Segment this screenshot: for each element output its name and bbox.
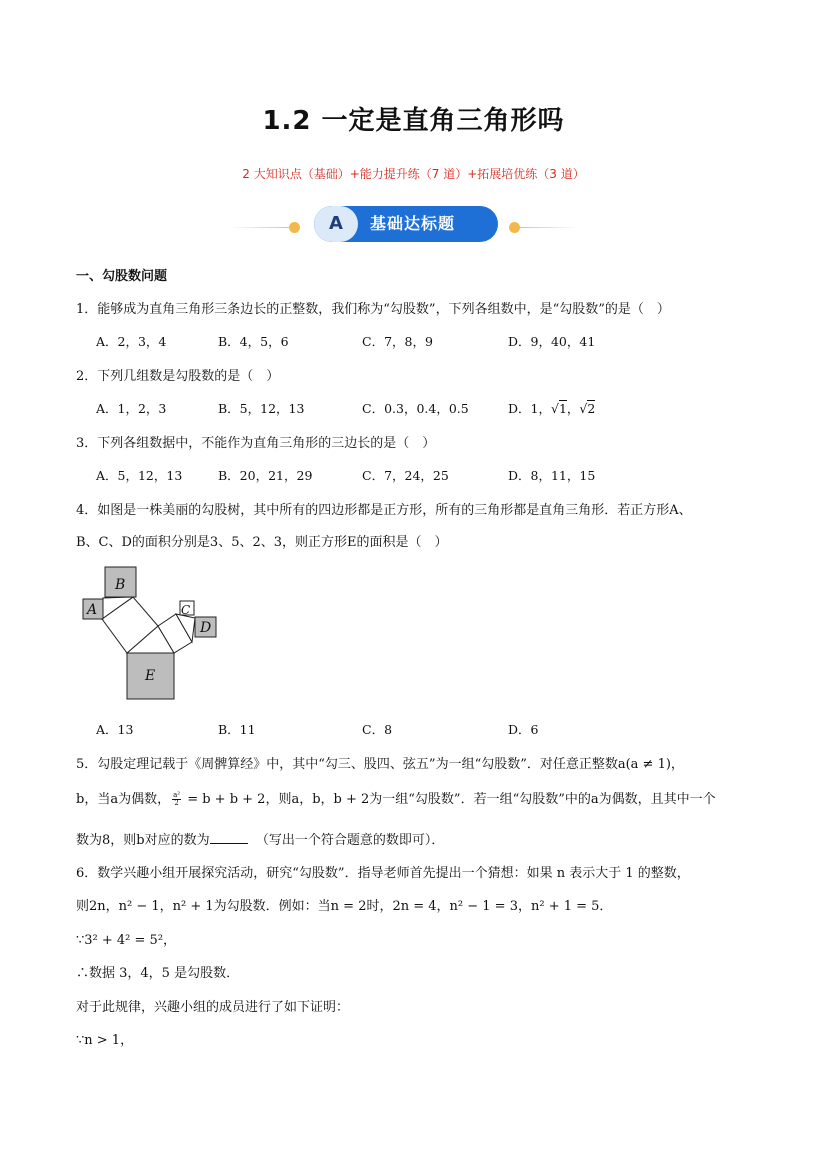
sqrt-radicand-1: 1 — [558, 401, 567, 416]
question-4-line-2: B、C、D的面积分别是3、5、2、3，则正方形E的面积是（ ） — [76, 535, 448, 550]
option-d: D．8，11，15 — [508, 468, 596, 483]
option-d-prefix: D．1， — [508, 401, 551, 416]
fraction — [172, 792, 181, 807]
q5-text-a: b，当a为偶数， — [76, 792, 171, 807]
question-6-line-3: ∵3² + 4² = 5²， — [76, 933, 177, 948]
label-c: C — [181, 603, 191, 617]
q5-text-d: （写出一个符合题意的数即可）． — [255, 833, 445, 848]
option-c: C．7，24，25 — [362, 468, 449, 483]
answer-blank[interactable] — [210, 831, 248, 844]
q5-text-b: = b + b + 2，则a，b，b + 2为一组“勾股数”．若一组“勾股数”中的a为偶数，且其中一个 — [183, 792, 716, 807]
label-b: B — [115, 577, 126, 593]
question-1-text: 1．能够成为直角三角形三条边长的正整数，我们称为“勾股数”，下列各组数中，是“勾股数”的是（ ） — [76, 302, 670, 317]
option-d: D．9，40，41 — [508, 334, 596, 349]
question-4-line-1: 4．如图是一株美丽的勾股树，其中所有的四边形都是正方形，所有的三角形都是直角三角形．若正方形A、 — [76, 503, 692, 518]
question-5-line-1: 5．勾股定理记载于《周髀算经》中，其中“勾三、股四、弦五”为一组“勾股数”．对任意正整数a(a ≠ 1)， — [76, 757, 684, 772]
option-b: B．20，21，29 — [218, 468, 313, 483]
section-banner — [200, 200, 620, 250]
option-d — [508, 399, 595, 417]
page-subtitle: 2 大知识点（基础）+能力提升练（7 道）+拓展培优练（3 道） — [242, 167, 585, 181]
q5-text-c: 数为8，则b对应的数为 — [76, 833, 210, 848]
sqrt-symbol: √ — [579, 401, 588, 416]
question-5-line-2 — [76, 788, 716, 807]
section-heading: 一、勾股数问题 — [76, 269, 168, 284]
page-title: 1.2 一定是直角三角形吗 — [262, 106, 565, 136]
option-d-separator: ， — [566, 401, 580, 416]
question-6-line-1: 6．数学兴趣小组开展探究活动，研究“勾股数”．指导老师首先提出一个猜想：如果 n 表示大于 1 的整数， — [76, 866, 690, 881]
question-6-line-5: 对于此规律，兴趣小组的成员进行了如下证明： — [76, 1000, 350, 1015]
banner-badge: A — [314, 206, 358, 242]
label-a: A — [87, 602, 98, 618]
option-d: D．6 — [508, 722, 539, 737]
banner-label: 基础达标题 — [370, 214, 456, 233]
fraction-numerator: a² — [173, 791, 181, 799]
option-b: B．5，12，13 — [218, 401, 305, 416]
option-b: B．4，5，6 — [218, 334, 289, 349]
option-c: C．8 — [362, 722, 393, 737]
question-6-line-4: ∴数据 3，4，5 是勾股数． — [76, 966, 240, 981]
option-c: C．7，8，9 — [362, 334, 433, 349]
fraction-denominator: 2 — [174, 799, 179, 807]
banner-pill — [314, 206, 498, 242]
banner-dot-left — [289, 222, 300, 233]
question-2-text: 2．下列几组数是勾股数的是（ ） — [76, 369, 280, 384]
question-6-line-2: 则2n，n² − 1，n² + 1为勾股数．例如：当n = 2时，2n = 4，n² − 1 = 3，n² + 1 = 5． — [76, 899, 613, 914]
option-a: A．5，12，13 — [96, 468, 183, 483]
sqrt-radicand-2: 2 — [587, 401, 596, 416]
question-5-line-3 — [76, 829, 444, 848]
option-a: A．13 — [96, 722, 134, 737]
label-e: E — [145, 668, 156, 684]
option-b: B．11 — [218, 722, 256, 737]
option-a: A．1，2，3 — [96, 401, 167, 416]
label-d: D — [200, 620, 212, 636]
sqrt-symbol: √ — [550, 401, 559, 416]
banner-dot-right — [509, 222, 520, 233]
banner-line-right — [520, 227, 580, 228]
pythagoras-tree-figure — [80, 563, 230, 703]
question-3-text: 3．下列各组数据中，不能作为直角三角形的三边长的是（ ） — [76, 436, 436, 451]
question-6-line-6: ∵n > 1， — [76, 1033, 134, 1048]
banner-line-left — [230, 227, 290, 228]
option-a: A．2，3，4 — [96, 334, 167, 349]
option-c: C．0.3，0.4，0.5 — [362, 401, 469, 416]
